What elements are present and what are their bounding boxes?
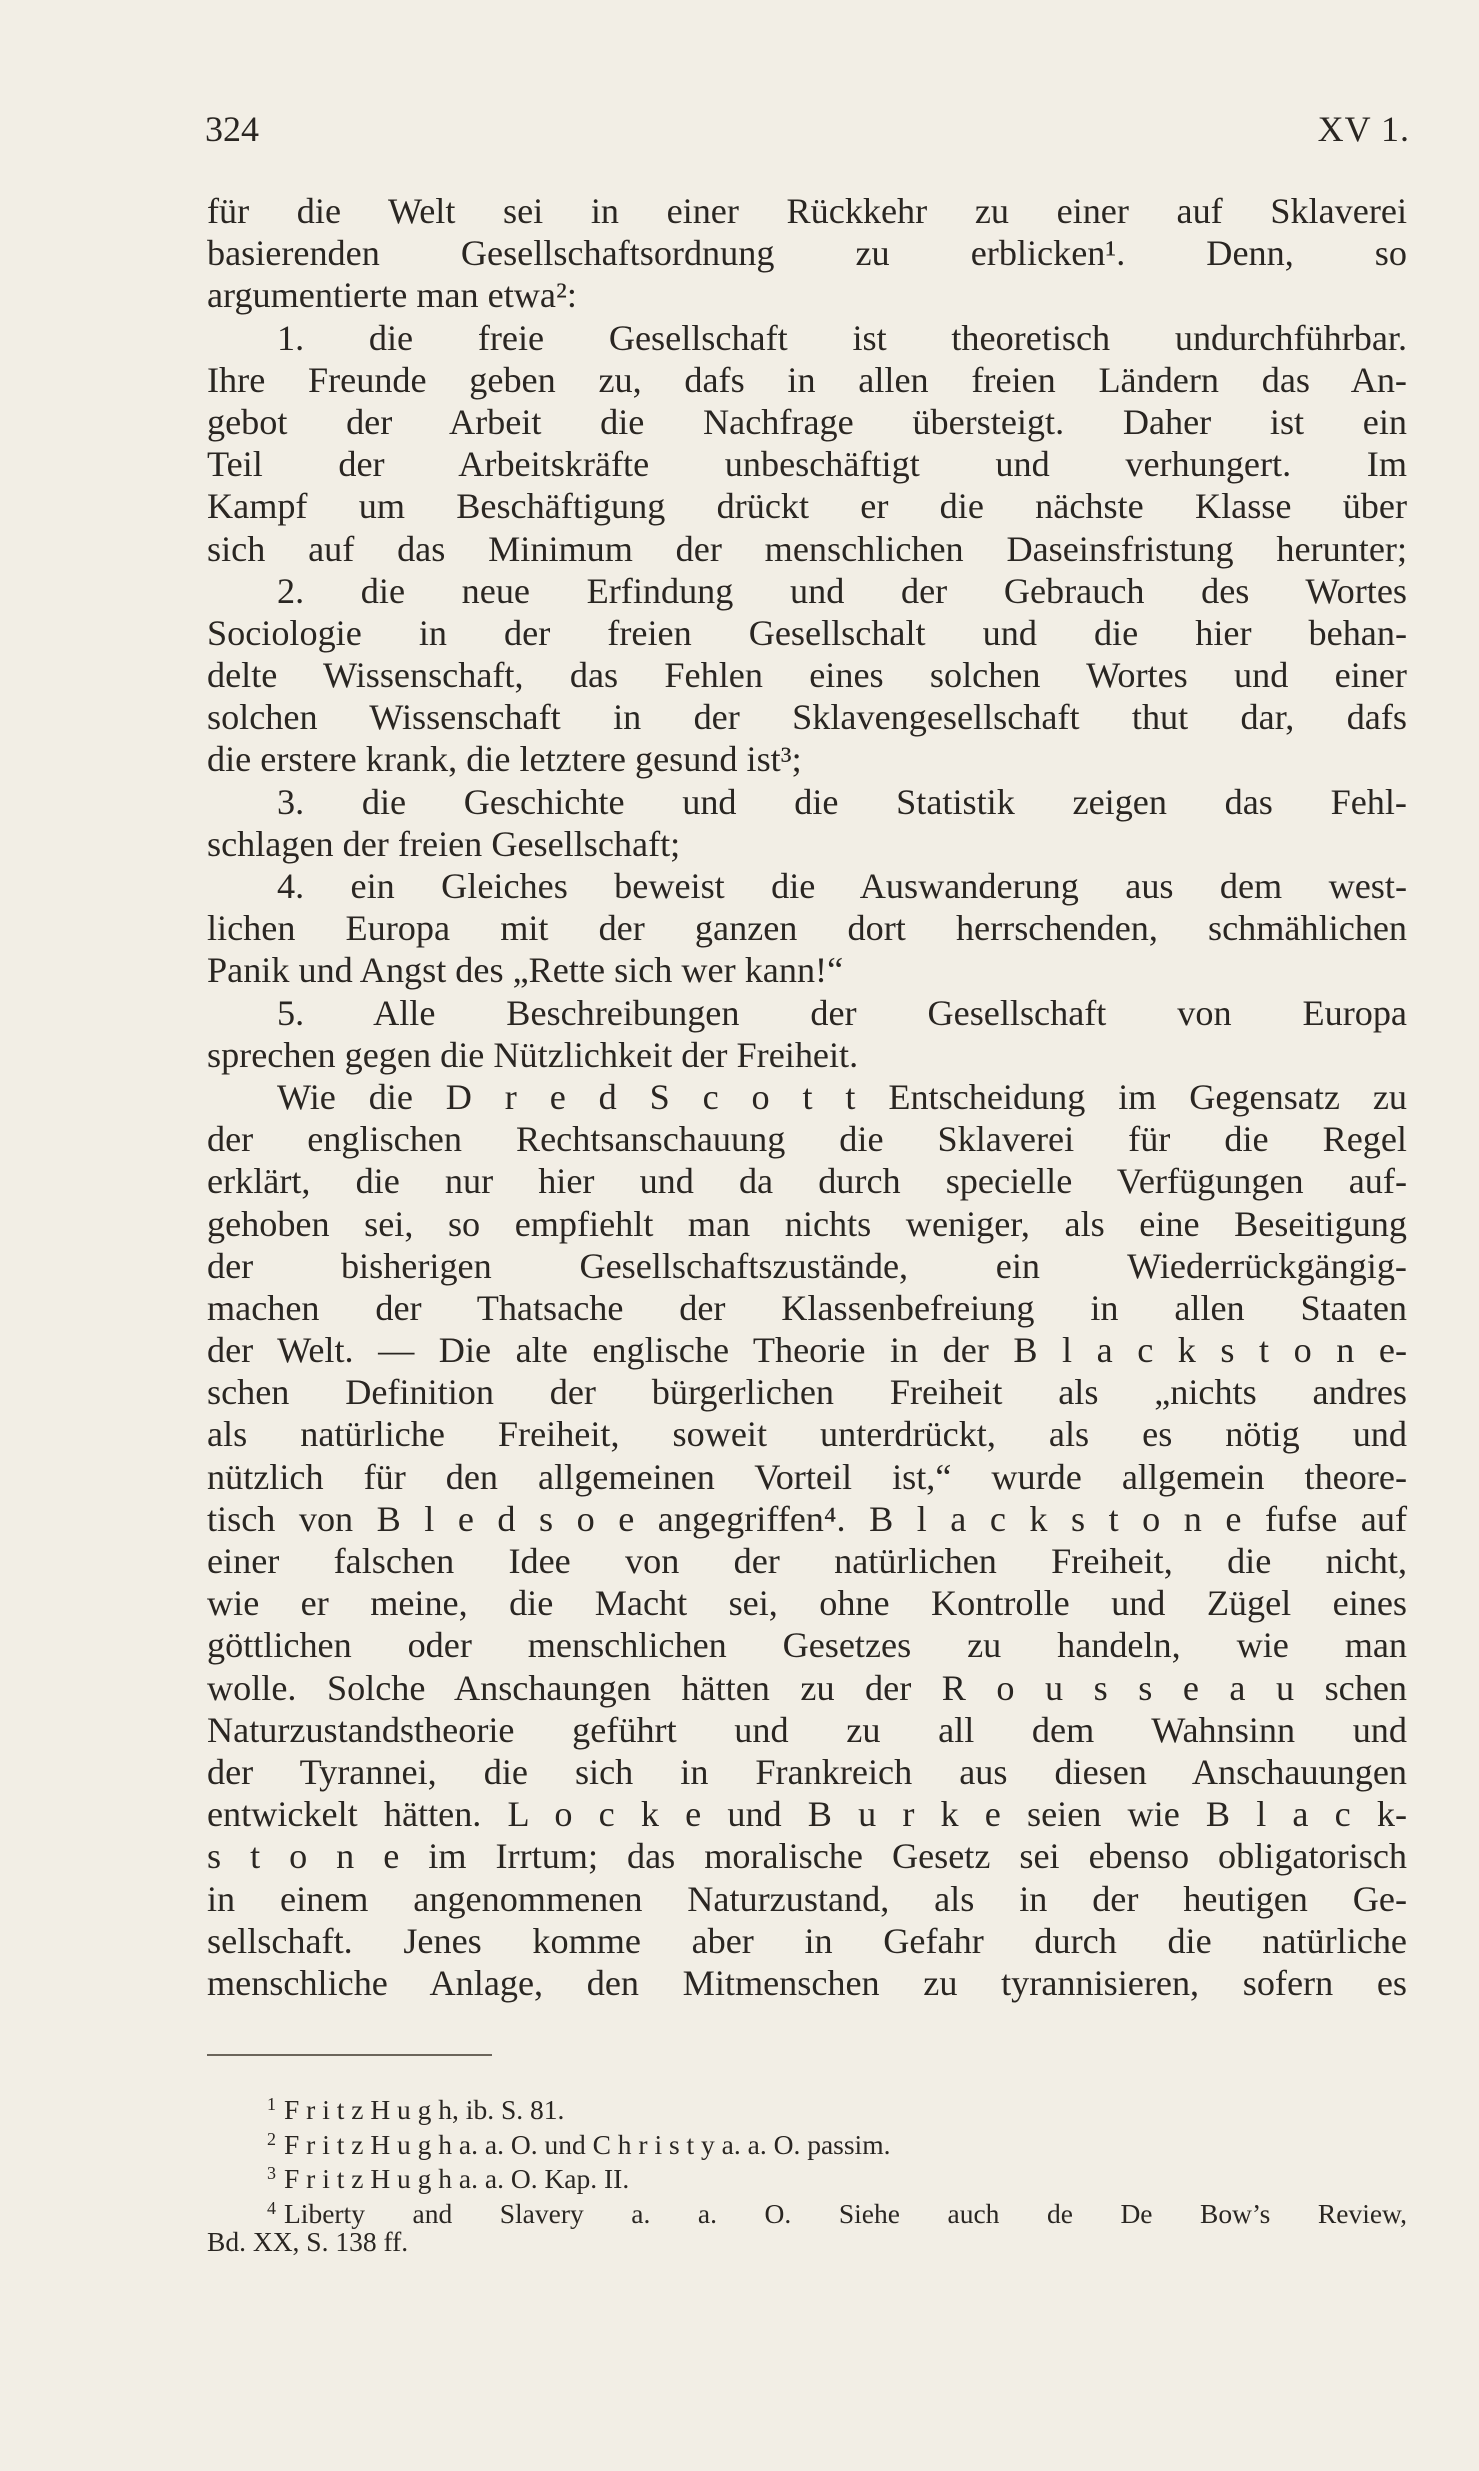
text-line: Sociologie in der freien Gesellschalt und die hier behan- <box>207 612 1407 653</box>
text-line: machen der Thatsache der Klassenbefreiung in allen Staaten <box>207 1287 1407 1328</box>
text-line: gehoben sei, so empfiehlt man nichts weniger, als eine Beseitigung <box>207 1203 1407 1244</box>
text-line: delte Wissenschaft, das Fehlen eines solchen Wortes und einer <box>207 655 1407 696</box>
text-line: Ihre Freunde geben zu, dafs in allen freien Ländern das An- <box>207 359 1407 400</box>
text-line: sellschaft. Jenes komme aber in Gefahr durch die natürliche <box>207 1920 1407 1961</box>
text-line: Naturzustandstheorie geführt und zu all dem Wahnsinn und <box>207 1709 1407 1750</box>
text-line: solchen Wissenschaft in der Sklavengesellschaft thut dar, dafs <box>207 697 1407 738</box>
text-line: menschliche Anlage, den Mitmenschen zu tyrannisieren, sofern es <box>207 1962 1407 2003</box>
text-line: Kampf um Beschäftigung drückt er die nächste Klasse über <box>207 486 1407 527</box>
text-line: der Tyrannei, die sich in Frankreich aus diesen Anschauungen <box>207 1751 1407 1792</box>
text-line: basierenden Gesellschaftsordnung zu erblicken¹. Denn, so <box>207 233 1407 274</box>
text-line: in einem angenommenen Naturzustand, als in der heutigen Ge- <box>207 1878 1407 1919</box>
footnote-text: Liberty and Slavery a. a. O. Siehe auch de De Bow’s Review, <box>284 2197 1407 2229</box>
text-line: schen Definition der bürgerlichen Freiheit als „nichts andres <box>207 1372 1407 1413</box>
text-line: tisch von B l e d s o e angegriffen⁴. B l a c k s t o n e fufse auf <box>207 1498 1407 1539</box>
text-line: lichen Europa mit der ganzen dort herrschenden, schmählichen <box>207 908 1407 949</box>
text-line: die erstere krank, die letztere gesund ist³; <box>207 739 802 780</box>
text-line: als natürliche Freiheit, soweit unterdrückt, als es nötig und <box>207 1414 1407 1455</box>
text-line: entwickelt hätten. L o c k e und B u r k e seien wie B l a c k- <box>207 1794 1407 1835</box>
text-line: Teil der Arbeitskräfte unbeschäftigt und verhungert. Im <box>207 444 1407 485</box>
text-line: göttlichen oder menschlichen Gesetzes zu handeln, wie man <box>207 1625 1407 1666</box>
text-line: schlagen der freien Gesellschaft; <box>207 823 681 864</box>
text-line: gebot der Arbeit die Nachfrage übersteigt. Daher ist ein <box>207 401 1407 442</box>
footnote-text: F r i t z H u g h, ib. S. 81. <box>284 2094 565 2125</box>
section-reference: XV 1. <box>1317 109 1410 149</box>
text-line: wolle. Solche Anschaungen hätten zu der R o u s s e a u schen <box>207 1667 1407 1708</box>
text-line: der englischen Rechtsanschauung die Sklaverei für die Regel <box>207 1119 1407 1160</box>
footnote-divider <box>207 2054 492 2056</box>
text-line: der bisherigen Gesellschaftszustände, ein Wiederrückgängig- <box>207 1245 1407 1286</box>
footnote-marker: 3 <box>267 2163 276 2183</box>
footnote-text: F r i t z H u g h a. a. O. und C h r i s t y a. a. O. passim. <box>284 2128 891 2160</box>
text-line: 5. Alle Beschreibungen der Gesellschaft von Europa <box>277 992 1407 1033</box>
text-line: Wie die D r e d S c o t t Entscheidung im Gegensatz zu <box>277 1076 1407 1117</box>
page-number: 324 <box>205 109 259 149</box>
footnote <box>207 2191 1407 2229</box>
text-line: Panik und Angst des „Rette sich wer kann!“ <box>207 950 844 991</box>
footnote-marker: 1 <box>267 2094 276 2114</box>
text-line: s t o n e im Irrtum; das moralische Gesetz sei ebenso obligatorisch <box>207 1836 1407 1877</box>
footnote <box>207 2122 1407 2160</box>
text-line: erklärt, die nur hier und da durch specielle Verfügungen auf- <box>207 1161 1407 1202</box>
footnote-text: Bd. XX, S. 138 ff. <box>207 2226 409 2257</box>
text-line: 2. die neue Erfindung und der Gebrauch des Wortes <box>277 570 1407 611</box>
text-line: wie er meine, die Macht sei, ohne Kontrolle und Zügel eines <box>207 1583 1407 1624</box>
body-text <box>207 190 1407 2004</box>
footnote <box>207 2087 1407 2125</box>
text-line: nützlich für den allgemeinen Vorteil ist,“ wurde allgemein theore- <box>207 1456 1407 1497</box>
footnote-marker: 4 <box>267 2197 276 2218</box>
text-line: für die Welt sei in einer Rückkehr zu einer auf Sklaverei <box>207 191 1407 231</box>
text-line: 3. die Geschichte und die Statistik zeigen das Fehl- <box>277 781 1407 822</box>
footnote <box>207 2156 1407 2194</box>
footnote-text: F r i t z H u g h a. a. O. Kap. II. <box>284 2163 630 2194</box>
text-line: sprechen gegen die Nützlichkeit der Freiheit. <box>207 1034 859 1075</box>
text-line: der Welt. — Die alte englische Theorie in der B l a c k s t o n e- <box>207 1330 1407 1371</box>
footnotes <box>207 2087 1407 2260</box>
text-line: sich auf das Minimum der menschlichen Daseinsfristung herunter; <box>207 528 1407 569</box>
text-line: 4. ein Gleiches beweist die Auswanderung aus dem west- <box>277 866 1407 906</box>
footnote-marker: 2 <box>267 2128 276 2149</box>
running-head <box>205 108 1410 158</box>
footnote-continuation <box>207 2225 1407 2260</box>
text-line: einer falschen Idee von der natürlichen Freiheit, die nicht, <box>207 1541 1407 1581</box>
text-line: argumentierte man etwa²: <box>207 275 577 316</box>
text-line: 1. die freie Gesellschaft ist theoretisch undurchführbar. <box>277 317 1407 358</box>
